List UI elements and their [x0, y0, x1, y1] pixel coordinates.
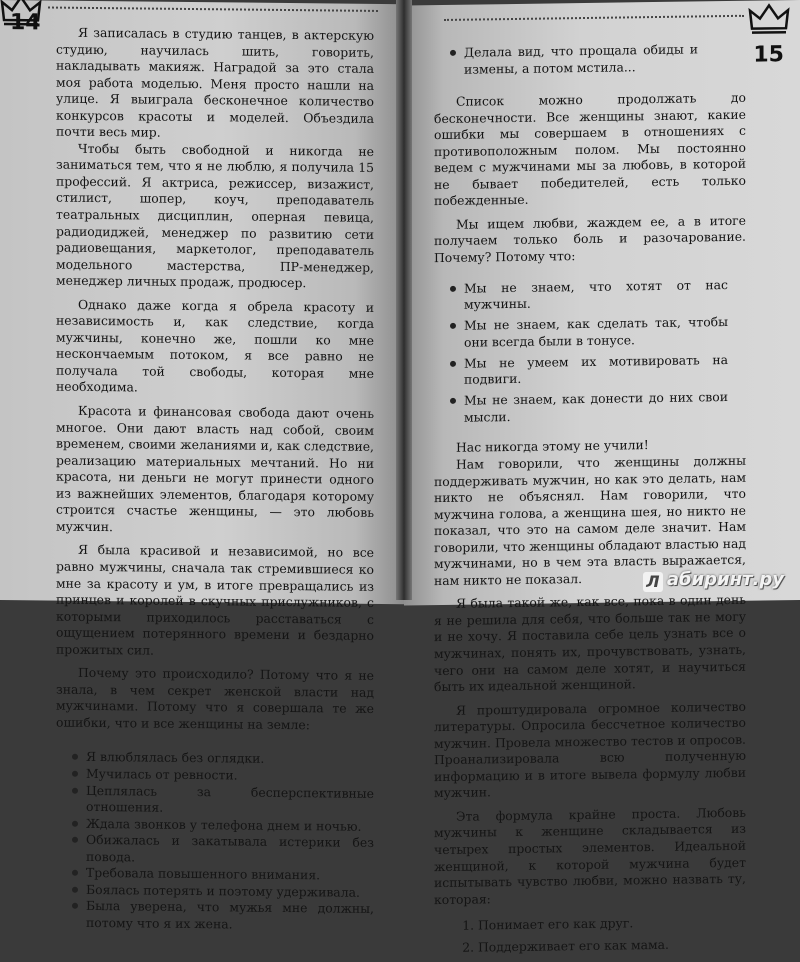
decorative-divider: [48, 7, 378, 12]
list-item: Мы не знаем, как донести до них свои мысли.: [448, 389, 728, 426]
labirint-logo-icon: Л: [643, 572, 663, 592]
list-item: 1. Понимает его как друг.: [478, 914, 746, 934]
decorative-divider: [444, 15, 744, 21]
list-item: Обижалась и закатывала истерики без повода.: [70, 832, 374, 868]
left-page: [0, 0, 404, 604]
list-item: Я влюблялась без оглядки.: [70, 749, 374, 769]
paragraph: Список можно продолжать до бесконечности. Все женщины знают, какие ошибки мы совершаем в отношениях с противоположным полом. Мы постоянно ведем с мужчинами мы за любовь, в которой не бывает победителей, есть только побежденные.: [434, 90, 746, 210]
mistakes-list-continued: [434, 41, 698, 78]
left-body-text: [56, 25, 374, 942]
right-page: [404, 0, 800, 606]
paragraph: Красота и финансовая свобода дают очень многое. Они дают власть над собой, своим временем, своими желаниями и, как следствие, реализацию материальных мечтаний. Но ни красота, ни деньги не могут принести одного из важнейших элементов, благодаря которому строится счастье женщины, — это любовь мужчин.: [56, 403, 374, 539]
paragraph: Нам говорили, что женщины должны поддерживать мужчин, но как это делать, нам никто не объяснял. Нам говорили, что мужчина голова, а женщина шея, но никто не показал, что это на самом деле значит. Нам говорили, что женщины обладают властью над мужчинами, но в чем эта власть выражается, нам никто не показал.: [434, 453, 746, 590]
mistakes-list: [56, 749, 374, 934]
list-item: Мы не знаем, как сделать так, чтобы они всегда были в тонусе.: [448, 314, 728, 351]
paragraph: Эта формула крайне проста. Любовь мужчины к женщине складывается из четырех простых элементов. Идеальной женщиной, к которой мужчина будет испытывать чувство любви, можно назвать ту, которая:: [434, 805, 746, 909]
list-item: Мы не умеем их мотивировать на подвиги.: [448, 352, 728, 389]
crown-icon: [0, 0, 42, 28]
crown-icon: [748, 2, 790, 37]
right-body-text: [434, 41, 746, 962]
list-item: Ждала звонков у телефона днем и ночью.: [70, 815, 374, 835]
watermark: [643, 569, 784, 592]
list-item: Мучилась от ревности.: [70, 766, 374, 786]
list-item: Цеплялась за бесперспективные отношения.: [70, 782, 374, 818]
watermark-text: абиринт.ру: [667, 569, 784, 590]
paragraph: Мы ищем любви, жаждем ее, а в итоге получаем только боль и разочарование. Почему? Потому что:: [434, 213, 746, 267]
paragraph: Я записалась в студию танцев, в актерскую студию, научилась шить, говорить, накладывать макияж. Наградой за это стала моя работа моделью. Меня просто нашли на улице. Я выиграла бесконечное количество конкурсов красоты и моделей. Объездила почти весь мир.: [56, 25, 374, 144]
paragraph: Нас никогда этому не учили!: [434, 436, 746, 457]
paragraph: Я была красивой и независимой, но все равно мужчины, сначала так стремившиеся ко мне за красоту и ум, в итоге превращались из принцев и королей в скучных прислужников, с которыми приходилось расставаться с ощущением потерянного времени и бездарно прожитых сил.: [56, 542, 374, 661]
paragraph: Однако даже когда я обрела красоту и независимость и, как следствие, когда мужчины, конечно же, пошли ко мне нескончаемым потоком, я все равно не получала той свободы, которая мне необходима.: [56, 296, 374, 399]
numbered-list: [434, 914, 746, 956]
paragraph: Почему это происходило? Потому что я не знала, в чем секрет женской власти над мужчинами. Потому что я совершала те же ошибки, что и все женщины на земле:: [56, 665, 374, 735]
reasons-list: [434, 277, 728, 427]
list-item: Была уверена, что мужья мне должны, потому что я их жена.: [70, 898, 374, 934]
list-item: 2. Поддерживает его как мама.: [478, 936, 746, 956]
book-gutter: [396, 0, 412, 600]
list-item: Требовала повышенного внимания.: [70, 865, 374, 885]
paragraph: Я была такой же, как все, пока в один день я не решила для себя, что больше так не могу и не хочу. Я поставила себе цель узнать все о мужчинах, понять их, прочувствовать, узнать, чего они на самом деле хотят, и научиться быть их идеальной женщиной.: [434, 592, 746, 696]
page-number: 15: [753, 42, 784, 67]
paragraph: Чтобы быть свободной и никогда не заниматься тем, что я не люблю, я получила 15 профессий. Я актриса, режиссер, визажист, стилист, шопер, коуч, преподаватель театральных дисциплин, оперная певица, радиодиджей, менеджер по развитию сети радиовещания, маркетолог, преподаватель модельного мастерства, ПР-менеджер, менеджер личных продаж, продюсер.: [56, 140, 374, 292]
page-number: 14: [10, 10, 41, 35]
list-item: Делала вид, что прощала обиды и измены, а потом мстила...: [448, 41, 698, 78]
list-item: Мы не знаем, что хотят от нас мужчины.: [448, 277, 728, 314]
list-item: Боялась потерять и поэтому удерживала.: [70, 882, 374, 902]
paragraph: Я проштудировала огромное количество литературы. Опросила бессчетное количество мужчин. Провела множество тестов и опросов. Проанализировала всю полученную информацию и в итоге вывела формулу любви мужчин.: [434, 698, 746, 802]
